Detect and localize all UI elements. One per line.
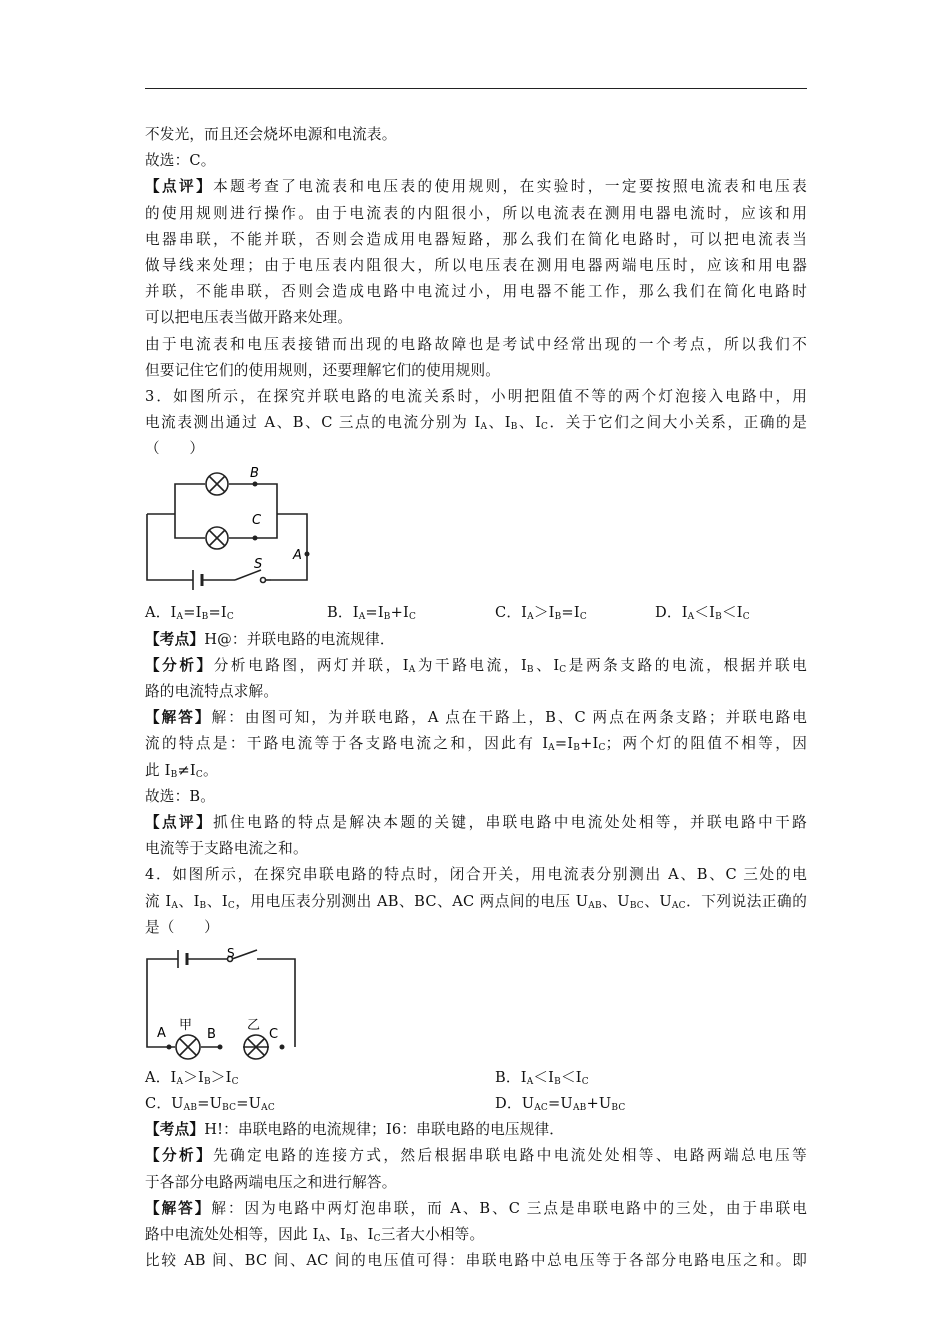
option-d[interactable]: D．$I_A<I_B<I_C$ (655, 604, 750, 623)
label-c: C (252, 513, 262, 529)
review-tag: 【点评】 (145, 178, 214, 196)
label-c: C (269, 1026, 279, 1042)
option-c[interactable]: C．$I_A>I_B=I_C$ (495, 604, 587, 623)
review-line: 电器串联，不能并联，否则会造成用电器短路，那么我们在简化电路时，可以把电流表当 (145, 230, 807, 248)
node-c-dot (280, 1044, 285, 1049)
node-a-dot (167, 1044, 172, 1049)
node-b-dot (253, 482, 258, 487)
review-line: 做导线来处理；由于电压表内阻很大，所以电压表在测用电器两端电压时，应该和用电器 (145, 256, 807, 274)
question-3-stem-line: 电流表测出通过 A、B、C 三点的电流分别为 $I_A$、$I_B$、$I_C$．关于它们之间大小关系，正确的是 (145, 414, 807, 433)
review-line: 由于电流表和电压表接错而出现的电路故障也是考试中经常出现的一个考点，所以我们不 (145, 335, 807, 353)
q3-solution: 【解答】解：由图可知，为并联电路，A 点在干路上，B、C 两点在两条支路；并联电路电 (145, 709, 807, 727)
node-c-dot (253, 536, 258, 541)
page-body (145, 122, 807, 1274)
question-4-bracket: 是（ ） (145, 918, 219, 936)
q3-solution-line: 流的特点是：干路电流等于各支路电流之和，因此有 $I_A=I_B+I_C$；两个灯的阻值不相等，因 (145, 735, 807, 754)
header-rule (145, 88, 807, 89)
review-line: 的使用规则进行操作。由于电流表的内阻很小，所以电流表在测用电器电流时，应该和用 (145, 204, 807, 222)
label-s: S (227, 946, 235, 960)
option-a[interactable]: A．$I_A>I_B>I_C$ (145, 1068, 239, 1087)
q4-solution-line: 比较 AB 间、BC 间、AC 间的电压值可得：串联电路中总电压等于各部分电路电压之和。即 (145, 1252, 807, 1270)
label-a: A (157, 1025, 166, 1041)
series-circuit-diagram (145, 947, 305, 1065)
q3-review: 【点评】抓住电路的特点是解决本题的关键，串联电路中电流处处相等，并联电路中干路 (145, 813, 807, 831)
q4-analysis-line: 于各部分电路两端电压之和进行解答。 (145, 1173, 397, 1191)
label-s: S (254, 557, 263, 573)
question-4-stem: 4．如图所示，在探究串联电路的特点时，闭合开关，用电流表分别测出 A、B、C 三处的电 (145, 866, 807, 884)
question-4-options-row-2 (145, 1091, 807, 1117)
q4-solution: 【解答】解：因为电路中两灯泡串联，而 A、B、C 三点是串联电路中的三处，由于串联电 (145, 1199, 807, 1217)
option-c[interactable]: C．$U_{AB}=U_{BC}=U_{AC}$ (145, 1095, 275, 1114)
answer-line: 故选：C。 (145, 152, 216, 170)
q3-solution-line: 此 $I_B\ne I_C$。 (145, 761, 218, 780)
question-3-stem: 3．如图所示，在探究并联电路的电流关系时，小明把阻值不等的两个灯泡接入电路中，用 (145, 387, 807, 405)
option-b[interactable]: B．$I_A<I_B<I_C$ (495, 1068, 589, 1087)
q3-analysis-line: 路的电流特点求解。 (145, 683, 279, 700)
option-a[interactable]: A．$I_A=I_B=I_C$ (145, 604, 234, 623)
review-line: 可以把电压表当做开路来处理。 (145, 309, 353, 327)
q3-review-line: 电流等于支路电流之和。 (145, 840, 308, 858)
label-jia: 甲 (179, 1017, 193, 1033)
review-paragraph: 【点评】本题考查了电流表和电压表的使用规则，在实验时，一定要按照电流表和电压表 (145, 178, 807, 196)
review-line: 并联，不能串联，否则会造成电路中电流过小，用电器不能工作，那么我们在简化电路时 (145, 283, 807, 301)
parallel-circuit-figure (145, 466, 807, 600)
q4-knowledge-point: 【考点】H!：串联电路的电流规律；I6：串联电路的电压规律． (145, 1121, 565, 1139)
question-4-options-row-1 (145, 1065, 807, 1091)
option-d[interactable]: D．$U_{AC}=U_{AB}+U_{BC}$ (495, 1095, 626, 1114)
q3-analysis: 【分析】分析电路图，两灯并联，$I_A$为干路电流，$I_B$、$I_C$是两条支路的电流，根据并联电 (145, 656, 807, 675)
option-b[interactable]: B．$I_A=I_B+I_C$ (327, 604, 417, 623)
series-circuit-figure (145, 947, 807, 1065)
q3-answer: 故选：B。 (145, 787, 216, 805)
q4-analysis: 【分析】先确定电路的连接方式，然后根据串联电路中电流处处相等、电路两端总电压等 (145, 1147, 807, 1165)
node-b-dot (218, 1044, 223, 1049)
question-3-bracket: （ ） (145, 440, 205, 458)
parallel-circuit-diagram (145, 466, 325, 600)
label-b: B (250, 466, 259, 482)
review-line: 但要记住它们的使用规则，还要理解它们的使用规则。 (145, 361, 501, 379)
question-3-options (145, 600, 807, 626)
question-4-stem-line: 流 $I_A$、$I_B$、$I_C$，用电压表分别测出 AB、BC、AC 两点间的电压 $U_{AB}$、$U_{BC}$、$U_{AC}$．下列说法正确的 (145, 892, 808, 911)
paragraph: 不发光，而且还会烧坏电源和电流表。 (145, 126, 397, 143)
label-yi: 乙 (247, 1017, 261, 1033)
q4-solution-line: 路中电流处处相等，因此 $I_A$、$I_B$、$I_C$三者大小相等。 (145, 1226, 485, 1244)
node-a-dot (305, 552, 310, 557)
label-b: B (207, 1026, 216, 1042)
q3-knowledge-point: 【考点】H@：并联电路的电流规律． (145, 630, 395, 648)
label-a: A (293, 548, 302, 564)
